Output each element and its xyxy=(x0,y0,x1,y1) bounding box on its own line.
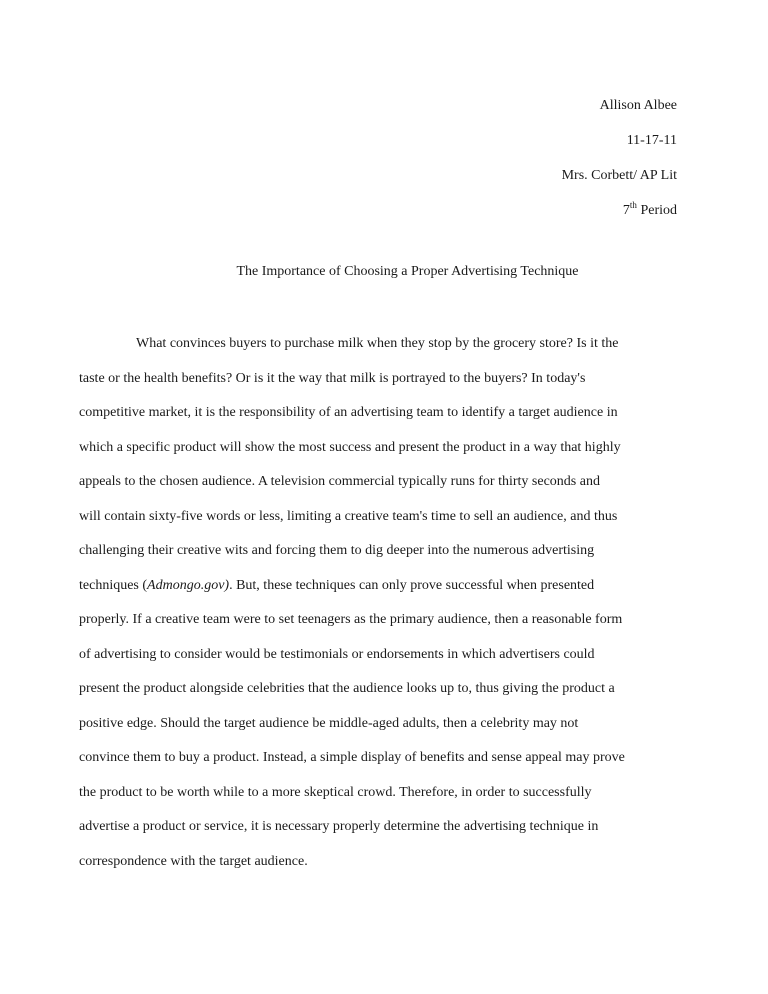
body-line: What convinces buyers to purchase milk when they stop by the grocery store? Is it the xyxy=(136,336,619,351)
body-line: present the product alongside celebrities that the audience looks up to, thus giving the product a xyxy=(79,681,615,696)
body-line: properly. If a creative team were to set teenagers as the primary audience, then a reasonable form xyxy=(79,612,623,627)
teacher-class: Mrs. Corbett/ AP Lit xyxy=(561,168,677,183)
body-line: convince them to buy a product. Instead, a simple display of benefits and sense appeal may prove xyxy=(79,750,625,765)
citation: Admongo.gov) xyxy=(147,577,230,593)
body-line: competitive market, it is the responsibility of an advertising team to identify a target audience in xyxy=(79,405,618,420)
body-line: advertise a product or service, it is necessary properly determine the advertising technique in xyxy=(79,819,599,834)
body-text-segment: . But, these techniques can only prove successful when presented xyxy=(229,577,595,593)
body-line: appeals to the chosen audience. A television commercial typically runs for thirty seconds and xyxy=(79,474,600,489)
author-name: Allison Albee xyxy=(599,98,677,113)
period-superscript: th xyxy=(629,200,637,210)
date: 11-17-11 xyxy=(626,133,677,148)
body-text-segment: techniques ( xyxy=(79,577,148,593)
body-line: the product to be worth while to a more skeptical crowd. Therefore, in order to successfully xyxy=(79,784,592,800)
period-number: 7 xyxy=(622,203,630,218)
essay-title: The Importance of Choosing a Proper Advertising Technique xyxy=(236,264,579,279)
body-line: correspondence with the target audience. xyxy=(79,853,308,869)
body-line: positive edge. Should the target audience be middle-aged adults, then a celebrity may not xyxy=(79,715,579,731)
body-line: challenging their creative wits and forcing them to dig deeper into the numerous advertising xyxy=(79,543,595,558)
body-line: of advertising to consider would be testimonials or endorsements in which advertisers could xyxy=(79,646,595,662)
heading-block xyxy=(562,88,677,229)
body-line: which a specific product will show the most success and present the product in a way that highly xyxy=(79,439,621,455)
class-period xyxy=(562,193,677,229)
body-line: taste or the health benefits? Or is it the way that milk is portrayed to the buyers? In today's xyxy=(79,370,586,386)
body-line xyxy=(79,569,699,604)
body-line: will contain sixty-five words or less, limiting a creative team's time to sell an audience, and thus xyxy=(79,508,618,524)
essay-body xyxy=(79,327,699,879)
period-word: Period xyxy=(636,203,677,218)
